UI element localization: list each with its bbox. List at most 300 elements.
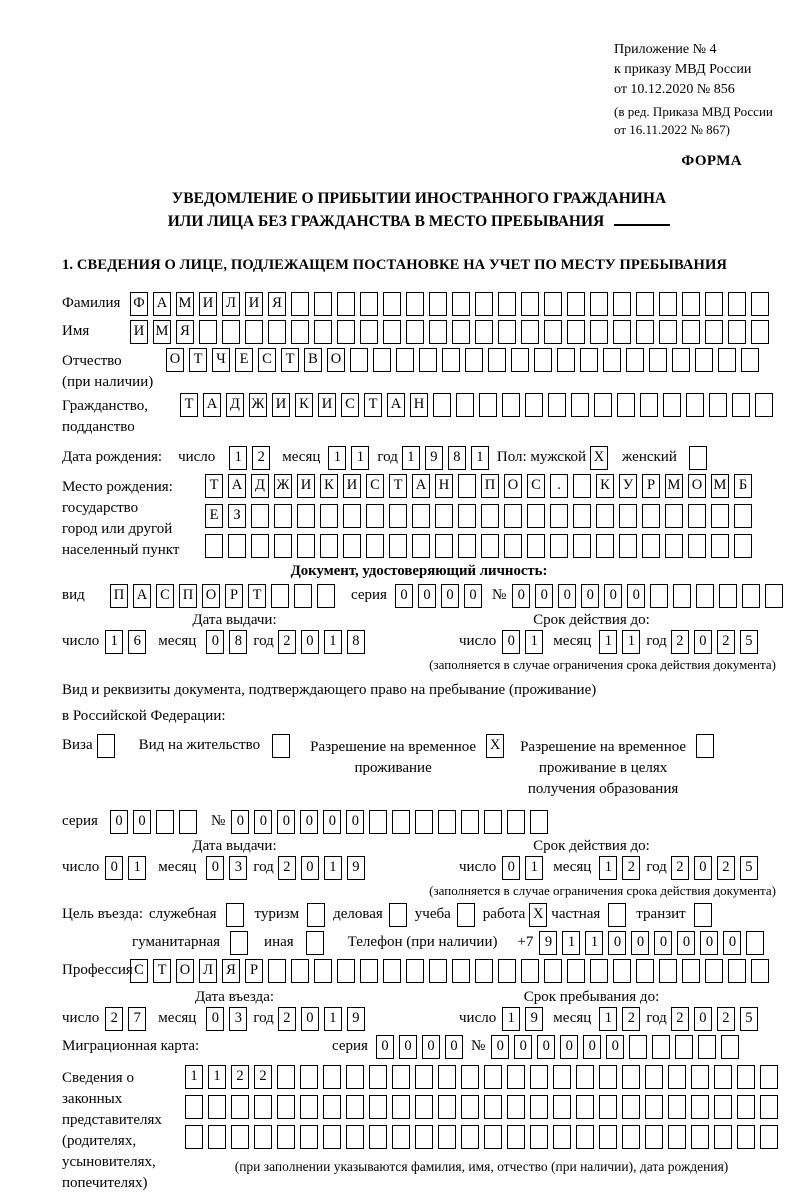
char-cell[interactable] <box>599 1065 617 1089</box>
char-cell[interactable]: 0 <box>422 1035 440 1059</box>
char-cell[interactable]: Н <box>435 474 453 498</box>
char-cell[interactable] <box>433 393 451 417</box>
char-cell[interactable]: 0 <box>206 630 224 654</box>
char-cell[interactable] <box>412 534 430 558</box>
char-cell[interactable] <box>682 292 700 316</box>
char-cell[interactable] <box>613 959 631 983</box>
char-cell[interactable] <box>389 534 407 558</box>
char-cell[interactable] <box>412 504 430 528</box>
char-cell[interactable] <box>673 584 691 608</box>
char-cell[interactable] <box>622 1065 640 1089</box>
char-cell[interactable] <box>442 348 460 372</box>
char-cell[interactable]: 8 <box>229 630 247 654</box>
char-cell[interactable]: Н <box>410 393 428 417</box>
char-cell[interactable] <box>603 348 621 372</box>
char-cell[interactable] <box>475 292 493 316</box>
char-cell[interactable] <box>742 584 760 608</box>
char-cell[interactable]: 0 <box>133 810 151 834</box>
char-cell[interactable]: 3 <box>229 856 247 880</box>
char-cell[interactable] <box>553 1095 571 1119</box>
char-cell[interactable] <box>645 1095 663 1119</box>
char-cell[interactable]: К <box>596 474 614 498</box>
char-cell[interactable] <box>360 292 378 316</box>
char-cell[interactable] <box>544 959 562 983</box>
char-cell[interactable] <box>711 504 729 528</box>
char-cell[interactable] <box>205 534 223 558</box>
char-cell[interactable]: 0 <box>677 931 695 955</box>
char-cell[interactable] <box>415 1095 433 1119</box>
char-cell[interactable] <box>530 1125 548 1149</box>
char-cell[interactable]: А <box>203 393 221 417</box>
char-cell[interactable]: 1 <box>562 931 580 955</box>
char-cell[interactable] <box>711 534 729 558</box>
char-cell[interactable] <box>534 348 552 372</box>
char-cell[interactable] <box>682 959 700 983</box>
char-cell[interactable] <box>714 1125 732 1149</box>
char-cell[interactable] <box>695 348 713 372</box>
char-cell[interactable] <box>737 1065 755 1089</box>
char-cell[interactable] <box>688 504 706 528</box>
char-cell[interactable] <box>728 959 746 983</box>
char-cell[interactable] <box>415 1125 433 1149</box>
char-cell[interactable] <box>705 292 723 316</box>
char-cell[interactable] <box>297 534 315 558</box>
char-cell[interactable]: 1 <box>105 630 123 654</box>
char-cell[interactable] <box>688 534 706 558</box>
char-cell[interactable]: 0 <box>608 931 626 955</box>
char-cell[interactable]: З <box>228 504 246 528</box>
char-cell[interactable] <box>392 1065 410 1089</box>
char-cell[interactable]: 0 <box>323 810 341 834</box>
char-cell[interactable] <box>737 1095 755 1119</box>
char-cell[interactable]: Т <box>248 584 266 608</box>
char-cell[interactable]: Л <box>222 292 240 316</box>
char-cell[interactable]: 0 <box>464 584 482 608</box>
char-cell[interactable] <box>350 348 368 372</box>
char-cell[interactable]: 9 <box>539 931 557 955</box>
char-cell[interactable]: X <box>590 446 608 470</box>
char-cell[interactable] <box>369 1125 387 1149</box>
char-cell[interactable] <box>619 534 637 558</box>
char-cell[interactable]: 2 <box>254 1065 272 1089</box>
char-cell[interactable] <box>507 1125 525 1149</box>
char-cell[interactable] <box>580 348 598 372</box>
char-cell[interactable] <box>498 320 516 344</box>
char-cell[interactable]: 1 <box>585 931 603 955</box>
char-cell[interactable]: М <box>711 474 729 498</box>
char-cell[interactable] <box>452 959 470 983</box>
char-cell[interactable] <box>741 348 759 372</box>
char-cell[interactable]: И <box>199 292 217 316</box>
char-cell[interactable] <box>640 393 658 417</box>
char-cell[interactable] <box>504 534 522 558</box>
char-cell[interactable]: Я <box>222 959 240 983</box>
char-cell[interactable] <box>548 393 566 417</box>
char-cell[interactable] <box>300 1065 318 1089</box>
char-cell[interactable] <box>268 320 286 344</box>
char-cell[interactable]: О <box>202 584 220 608</box>
char-cell[interactable] <box>553 1125 571 1149</box>
char-cell[interactable] <box>682 320 700 344</box>
char-cell[interactable] <box>521 320 539 344</box>
char-cell[interactable]: 2 <box>231 1065 249 1089</box>
char-cell[interactable] <box>642 504 660 528</box>
char-cell[interactable] <box>691 1125 709 1149</box>
char-cell[interactable] <box>429 292 447 316</box>
char-cell[interactable]: 7 <box>128 1007 146 1031</box>
char-cell[interactable]: Т <box>281 348 299 372</box>
char-cell[interactable] <box>550 504 568 528</box>
char-cell[interactable] <box>320 534 338 558</box>
char-cell[interactable] <box>277 1125 295 1149</box>
char-cell[interactable]: О <box>688 474 706 498</box>
char-cell[interactable] <box>571 393 589 417</box>
char-cell[interactable]: 2 <box>278 630 296 654</box>
char-cell[interactable]: 0 <box>399 1035 417 1059</box>
char-cell[interactable] <box>550 534 568 558</box>
char-cell[interactable] <box>613 292 631 316</box>
char-cell[interactable] <box>755 393 773 417</box>
char-cell[interactable]: Л <box>199 959 217 983</box>
char-cell[interactable] <box>415 1065 433 1089</box>
char-cell[interactable]: Е <box>235 348 253 372</box>
char-cell[interactable]: 2 <box>717 630 735 654</box>
char-cell[interactable]: 0 <box>694 630 712 654</box>
char-cell[interactable]: 0 <box>631 931 649 955</box>
char-cell[interactable] <box>179 810 197 834</box>
char-cell[interactable]: 2 <box>671 630 689 654</box>
char-cell[interactable]: И <box>130 320 148 344</box>
char-cell[interactable]: С <box>156 584 174 608</box>
char-cell[interactable] <box>389 903 407 927</box>
char-cell[interactable] <box>226 903 244 927</box>
char-cell[interactable] <box>728 320 746 344</box>
char-cell[interactable] <box>596 534 614 558</box>
char-cell[interactable] <box>694 903 712 927</box>
char-cell[interactable]: 0 <box>606 1035 624 1059</box>
char-cell[interactable] <box>392 1095 410 1119</box>
char-cell[interactable]: О <box>504 474 522 498</box>
char-cell[interactable] <box>383 292 401 316</box>
char-cell[interactable] <box>314 292 332 316</box>
char-cell[interactable] <box>475 959 493 983</box>
char-cell[interactable] <box>636 292 654 316</box>
char-cell[interactable] <box>337 959 355 983</box>
char-cell[interactable]: Р <box>225 584 243 608</box>
char-cell[interactable]: X <box>529 903 547 927</box>
char-cell[interactable] <box>718 348 736 372</box>
char-cell[interactable] <box>507 810 525 834</box>
char-cell[interactable]: 0 <box>502 856 520 880</box>
char-cell[interactable] <box>406 320 424 344</box>
char-cell[interactable] <box>734 504 752 528</box>
char-cell[interactable] <box>525 393 543 417</box>
char-cell[interactable]: К <box>295 393 313 417</box>
char-cell[interactable]: Т <box>205 474 223 498</box>
char-cell[interactable] <box>461 1065 479 1089</box>
char-cell[interactable] <box>484 1065 502 1089</box>
char-cell[interactable]: 0 <box>583 1035 601 1059</box>
char-cell[interactable] <box>484 1095 502 1119</box>
char-cell[interactable]: 2 <box>622 1007 640 1031</box>
char-cell[interactable] <box>222 320 240 344</box>
char-cell[interactable]: 0 <box>301 1007 319 1031</box>
char-cell[interactable] <box>438 1065 456 1089</box>
char-cell[interactable] <box>714 1095 732 1119</box>
char-cell[interactable]: 0 <box>445 1035 463 1059</box>
char-cell[interactable]: 1 <box>185 1065 203 1089</box>
char-cell[interactable] <box>527 534 545 558</box>
char-cell[interactable] <box>668 1125 686 1149</box>
char-cell[interactable]: М <box>665 474 683 498</box>
char-cell[interactable] <box>346 1095 364 1119</box>
char-cell[interactable] <box>461 1125 479 1149</box>
char-cell[interactable]: 1 <box>525 630 543 654</box>
char-cell[interactable] <box>484 810 502 834</box>
char-cell[interactable] <box>291 959 309 983</box>
char-cell[interactable] <box>458 534 476 558</box>
char-cell[interactable]: А <box>412 474 430 498</box>
char-cell[interactable]: 1 <box>599 1007 617 1031</box>
char-cell[interactable]: И <box>297 474 315 498</box>
char-cell[interactable] <box>228 534 246 558</box>
char-cell[interactable] <box>553 1065 571 1089</box>
char-cell[interactable] <box>567 320 585 344</box>
char-cell[interactable] <box>765 584 783 608</box>
char-cell[interactable] <box>619 504 637 528</box>
char-cell[interactable]: 9 <box>525 1007 543 1031</box>
char-cell[interactable]: Р <box>642 474 660 498</box>
char-cell[interactable]: 0 <box>441 584 459 608</box>
char-cell[interactable] <box>746 931 764 955</box>
char-cell[interactable]: 1 <box>208 1065 226 1089</box>
char-cell[interactable] <box>415 810 433 834</box>
char-cell[interactable] <box>734 534 752 558</box>
char-cell[interactable]: 0 <box>604 584 622 608</box>
char-cell[interactable]: 2 <box>622 856 640 880</box>
char-cell[interactable] <box>626 348 644 372</box>
char-cell[interactable] <box>251 534 269 558</box>
char-cell[interactable] <box>458 474 476 498</box>
char-cell[interactable]: 1 <box>229 446 247 470</box>
char-cell[interactable] <box>277 1095 295 1119</box>
char-cell[interactable] <box>573 504 591 528</box>
char-cell[interactable] <box>346 1125 364 1149</box>
char-cell[interactable]: С <box>130 959 148 983</box>
char-cell[interactable] <box>274 534 292 558</box>
char-cell[interactable] <box>479 393 497 417</box>
char-cell[interactable] <box>698 1035 716 1059</box>
char-cell[interactable] <box>369 810 387 834</box>
char-cell[interactable]: О <box>166 348 184 372</box>
char-cell[interactable] <box>576 1065 594 1089</box>
char-cell[interactable]: 0 <box>627 584 645 608</box>
char-cell[interactable] <box>346 1065 364 1089</box>
char-cell[interactable]: 9 <box>425 446 443 470</box>
char-cell[interactable] <box>230 931 248 955</box>
char-cell[interactable] <box>456 393 474 417</box>
char-cell[interactable] <box>343 504 361 528</box>
char-cell[interactable] <box>452 292 470 316</box>
char-cell[interactable]: 2 <box>717 1007 735 1031</box>
char-cell[interactable] <box>659 959 677 983</box>
char-cell[interactable]: 1 <box>128 856 146 880</box>
char-cell[interactable] <box>438 1095 456 1119</box>
char-cell[interactable] <box>465 348 483 372</box>
char-cell[interactable] <box>696 584 714 608</box>
char-cell[interactable]: М <box>176 292 194 316</box>
char-cell[interactable] <box>507 1095 525 1119</box>
char-cell[interactable] <box>498 292 516 316</box>
char-cell[interactable] <box>608 903 626 927</box>
char-cell[interactable] <box>389 504 407 528</box>
char-cell[interactable] <box>617 393 635 417</box>
char-cell[interactable] <box>665 534 683 558</box>
char-cell[interactable]: 0 <box>694 856 712 880</box>
char-cell[interactable]: 1 <box>324 1007 342 1031</box>
char-cell[interactable] <box>672 348 690 372</box>
char-cell[interactable] <box>498 959 516 983</box>
char-cell[interactable]: 1 <box>525 856 543 880</box>
char-cell[interactable] <box>366 534 384 558</box>
char-cell[interactable] <box>300 1095 318 1119</box>
char-cell[interactable] <box>649 348 667 372</box>
char-cell[interactable] <box>438 1125 456 1149</box>
char-cell[interactable]: А <box>133 584 151 608</box>
char-cell[interactable]: С <box>527 474 545 498</box>
char-cell[interactable]: 0 <box>654 931 672 955</box>
char-cell[interactable]: 5 <box>740 630 758 654</box>
char-cell[interactable] <box>737 1125 755 1149</box>
char-cell[interactable] <box>675 1035 693 1059</box>
char-cell[interactable] <box>590 292 608 316</box>
char-cell[interactable]: Т <box>189 348 207 372</box>
char-cell[interactable] <box>691 1065 709 1089</box>
char-cell[interactable]: Ж <box>249 393 267 417</box>
char-cell[interactable]: С <box>366 474 384 498</box>
char-cell[interactable] <box>392 810 410 834</box>
char-cell[interactable]: Д <box>226 393 244 417</box>
char-cell[interactable] <box>721 1035 739 1059</box>
char-cell[interactable]: 1 <box>351 446 369 470</box>
char-cell[interactable] <box>274 504 292 528</box>
char-cell[interactable]: А <box>153 292 171 316</box>
char-cell[interactable] <box>709 393 727 417</box>
char-cell[interactable] <box>599 1125 617 1149</box>
char-cell[interactable] <box>596 504 614 528</box>
char-cell[interactable] <box>629 1035 647 1059</box>
char-cell[interactable] <box>360 320 378 344</box>
char-cell[interactable]: 0 <box>558 584 576 608</box>
char-cell[interactable] <box>343 534 361 558</box>
char-cell[interactable] <box>383 959 401 983</box>
char-cell[interactable]: 3 <box>229 1007 247 1031</box>
char-cell[interactable]: У <box>619 474 637 498</box>
char-cell[interactable] <box>185 1095 203 1119</box>
char-cell[interactable]: 0 <box>694 1007 712 1031</box>
char-cell[interactable]: 0 <box>346 810 364 834</box>
char-cell[interactable] <box>751 292 769 316</box>
char-cell[interactable] <box>594 393 612 417</box>
char-cell[interactable]: В <box>304 348 322 372</box>
char-cell[interactable]: О <box>327 348 345 372</box>
char-cell[interactable] <box>705 959 723 983</box>
char-cell[interactable] <box>636 959 654 983</box>
char-cell[interactable]: 1 <box>599 630 617 654</box>
char-cell[interactable] <box>530 1095 548 1119</box>
char-cell[interactable] <box>199 320 217 344</box>
char-cell[interactable]: 0 <box>581 584 599 608</box>
char-cell[interactable]: 2 <box>105 1007 123 1031</box>
char-cell[interactable] <box>291 292 309 316</box>
char-cell[interactable] <box>622 1095 640 1119</box>
char-cell[interactable] <box>406 959 424 983</box>
char-cell[interactable]: С <box>341 393 359 417</box>
char-cell[interactable]: П <box>110 584 128 608</box>
char-cell[interactable] <box>521 292 539 316</box>
char-cell[interactable]: И <box>343 474 361 498</box>
char-cell[interactable]: А <box>387 393 405 417</box>
char-cell[interactable] <box>760 1065 778 1089</box>
char-cell[interactable] <box>369 1095 387 1119</box>
char-cell[interactable]: О <box>176 959 194 983</box>
char-cell[interactable] <box>576 1095 594 1119</box>
char-cell[interactable] <box>705 320 723 344</box>
char-cell[interactable] <box>457 903 475 927</box>
char-cell[interactable] <box>650 584 668 608</box>
char-cell[interactable] <box>573 534 591 558</box>
char-cell[interactable] <box>689 446 707 470</box>
char-cell[interactable]: 0 <box>537 1035 555 1059</box>
char-cell[interactable] <box>294 584 312 608</box>
char-cell[interactable] <box>760 1095 778 1119</box>
char-cell[interactable] <box>719 584 737 608</box>
char-cell[interactable] <box>268 959 286 983</box>
char-cell[interactable] <box>665 504 683 528</box>
char-cell[interactable]: 2 <box>278 1007 296 1031</box>
char-cell[interactable] <box>760 1125 778 1149</box>
char-cell[interactable] <box>504 504 522 528</box>
char-cell[interactable]: 0 <box>105 856 123 880</box>
char-cell[interactable] <box>317 584 335 608</box>
char-cell[interactable] <box>306 931 324 955</box>
char-cell[interactable]: 0 <box>376 1035 394 1059</box>
char-cell[interactable] <box>392 1125 410 1149</box>
char-cell[interactable]: Д <box>251 474 269 498</box>
char-cell[interactable] <box>185 1125 203 1149</box>
char-cell[interactable] <box>406 292 424 316</box>
char-cell[interactable] <box>254 1095 272 1119</box>
char-cell[interactable] <box>567 959 585 983</box>
char-cell[interactable] <box>277 1065 295 1089</box>
char-cell[interactable] <box>323 1125 341 1149</box>
char-cell[interactable]: Е <box>205 504 223 528</box>
char-cell[interactable]: 0 <box>277 810 295 834</box>
char-cell[interactable]: Т <box>389 474 407 498</box>
char-cell[interactable] <box>419 348 437 372</box>
char-cell[interactable] <box>576 1125 594 1149</box>
char-cell[interactable]: 0 <box>206 856 224 880</box>
char-cell[interactable]: 0 <box>301 856 319 880</box>
char-cell[interactable] <box>435 504 453 528</box>
char-cell[interactable]: 0 <box>110 810 128 834</box>
char-cell[interactable] <box>323 1065 341 1089</box>
char-cell[interactable]: 1 <box>471 446 489 470</box>
char-cell[interactable] <box>337 292 355 316</box>
char-cell[interactable]: . <box>550 474 568 498</box>
char-cell[interactable] <box>396 348 414 372</box>
char-cell[interactable] <box>373 348 391 372</box>
